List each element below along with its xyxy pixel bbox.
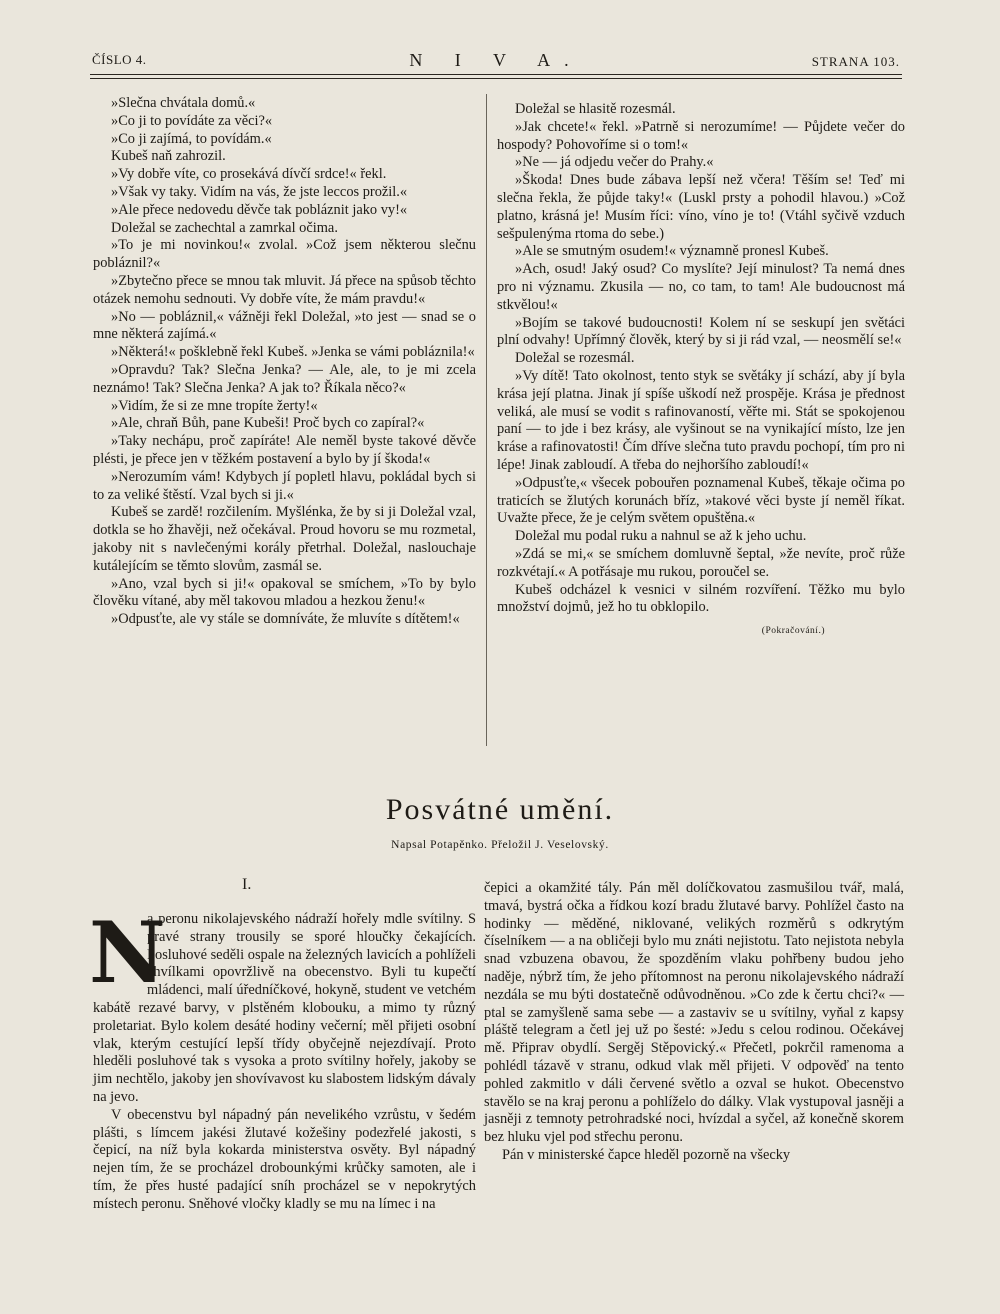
story-column-right — [497, 101, 905, 641]
paragraph: »Taky nechápu, proč zapíráte! Ale neměl byste takové děvče plésti, je přece jen v těžkém postavení a bylo by jí škoda!« — [93, 433, 476, 467]
paragraph: »Odpusťte, ale vy stále se domníváte, že mluvíte s dítětem!« — [111, 611, 460, 628]
paragraph: »Vidím, že si ze mne tropíte žerty!« — [111, 397, 318, 414]
article-column-left — [89, 903, 476, 1214]
header-rule — [90, 74, 902, 75]
page-number: STRANA 103. — [811, 54, 900, 69]
paragraph: »Co ji zajímá, to povídám.« — [111, 130, 272, 147]
article-title: Posvátné umění. — [385, 793, 615, 826]
paragraph: »Co ji to povídáte za věci?« — [111, 112, 273, 129]
drop-cap: N — [89, 903, 166, 1002]
paragraph: »Škoda! Dnes bude zábava lepší než včera! Těším se! Teď mi slečna řekla, že půjde taky!« (Luskl prsty a pohodil hlavou.) »Což platno, krásná je! Musím říci: víno, víno je to! (Vtáhl syčivě vzduch sešpulenýma rtoma do sebe.) — [497, 172, 905, 242]
header-rule-thin — [90, 78, 902, 79]
paragraph: »Nerozumím vám! Kdybych jí popletl hlavu, pokládal bych si to za veliké štěstí. Vzal bych si ji.« — [93, 468, 476, 503]
paragraph: Pán v ministerské čapce hleděl pozorně na všecky — [502, 1146, 791, 1163]
paragraph: »Opravdu? Tak? Slečna Jenka? — Ale, ale, to je mi zcela neznámo! Tak? Slečna Jenka? A jak to? Říkala něco?« — [93, 361, 476, 396]
story-column-left — [93, 95, 476, 629]
paragraph: »Ne — já odjedu večer do Prahy.« — [515, 154, 714, 171]
paragraph: Doležal mu podal ruku a nahnul se až k jeho uchu. — [515, 528, 807, 545]
paragraph: »Zbytečno přece se mnou tak mluvit. Já přece na spůsob těchto otázek nemohu sednouti. Vy dobře víte, že mám pravdu!« — [93, 272, 476, 307]
paragraph: »No — pobláznil,« vážněji řekl Doležal, »to jest — snad se o mne některá zajímá.« — [93, 308, 476, 343]
paragraph: »Však vy taky. Vidím na vás, že jste leccos prožil.« — [111, 183, 408, 200]
article-column-right — [484, 880, 904, 1165]
paragraph: Kubeš se zardě! rozčilením. Myšlénka, že by si ji Doležal vzal, dotkla se ho žhavěji, než očekával. Proud hovoru se mu rozmetal, jakoby nit s navlečenými korály přetrhal. Doležal, naslouchaje kutálejícím se těmto slovům, zasmál se. — [93, 504, 476, 574]
paragraph: Doležal se hlasitě rozesmál. — [515, 101, 676, 117]
paragraph: »Ale, chraň Bůh, pane Kubeši! Proč bych co zapíral?« — [111, 415, 425, 432]
paragraph: a peronu nikolajevského nádraží hořely mdle svítilny. S pravé strany trousily se sporé hloučky čekajících. Posluhové seděli ospale na železných lavicích a pohlíželi chvílkami opovržlivě na obecenstvo. Byli tu kupečtí mládenci, malí úředníčkové, hokyně, student ve vetchém kabátě rezavé barvy, v plstěném klobouku, a mimo ty různý proletariat. Bylo kolem desáté hodiny večerní; měl přijeti osobní vlak, kterým cestující lepší třídy obyčejně nejezdívají. Proto hleděli posluhové tak s vysoka a proto svítilny hořely, jakoby se jim nechtělo, jakoby jen shovívavost ku slabostem lidským dávaly na jevo. — [93, 911, 476, 1105]
continuation-note: (Pokračování.) — [761, 626, 825, 637]
paragraph: »Vy dítě! Tato okolnost, tento styk se světáky jí schází, aby jí byla krása její platna. Jinak jí spíše uškodí než prospěje. Krása je přednost veliká, ale musí se vodit s rafinovaností, věřte mi. Stát se spokojenou paní — to jde i bez krásy, ale vyšinout se na vynikající místo, lze jen kráse a rafinovatosti! Čím dříve slečna tuto pravdu pochopí, tím pro ni lépe! Jinak zabloudí. A třeba do nejhoršího zabloudí!« — [497, 367, 905, 473]
paragraph: čepici a okamžité tály. Pán měl dolíčkovatou zasmušilou tvář, malá, tmavá, bystrá očka a řídkou kozí bradu žlutavé barvy. Pohlížel často na hodinky — měděné, niklované, velikých rozměrů s odkrytým číselníkem — a na obličeji bylo mu znáti nejistotu. Tato nejistota nebyla snad vzbuzena obavou, že spozděním vlaku pohřbeny budou jeho naděje, nýbrž tím, že jeho přítomnost na peronu nikolajevského nádraží nezdála se mu býti dostatečně odůvodněnou. »Co zde k čertu chci?« — ptal se zamyšleně sama sebe — a zastaviv se u svítilny, vyňal z kapsy pláště telegram a četl jej už po šesté: »Jedu s celou rodinou. Očekávej mě. Připrav obydlí. Sergěj Stěpovický.« Přečetl, pokrčil ramenoma a pohlédl tázavě v stranu, odkud vlak měl přijeti. V odpověď na tento pohled zakmitlo v dáli červené světlo a ozval se hukot. Obecenstvo stavělo se na kraj peronu a pohlíželo do dálky. Vlak vystupoval jasněji a jasněji z temnoty petrohradské noci, hvízdal a syčel, až konečně skorem bez hluku vjel pod střechu peronu. — [484, 880, 904, 1146]
section-number: I. — [242, 876, 252, 893]
paragraph: »Jak chcete!« řekl. »Patrně si nerozumíme! — Půjdete večer do hospody? Pohovoříme si o tom!« — [497, 118, 905, 153]
paragraph: »Slečna chvátala domů.« — [111, 95, 256, 111]
masthead-title: N I V A. — [409, 50, 583, 70]
paragraph: Doležal se rozesmál. — [515, 350, 635, 367]
paragraph: »Vy dobře víte, co prosekává dívčí srdce!« řekl. — [111, 166, 387, 183]
paragraph: »Ale přece nedovedu děvče tak pobláznit jako vy!« — [111, 201, 408, 218]
paragraph: Kubeš naň zahrozil. — [111, 148, 226, 165]
paragraph: »Některá!« pošklebně řekl Kubeš. »Jenka se vámi pobláznila!« — [111, 344, 475, 361]
paragraph: Doležal se zachechtal a zamrkal očima. — [111, 219, 338, 236]
issue-number: ČÍSLO 4. — [92, 52, 147, 67]
column-divider — [486, 94, 487, 746]
paragraph: »Ach, osud! Jaký osud? Co myslíte? Její minulost? Ta nemá dnes pro ni významu. Zkusila — no, co tam, to tam! Ale budoucnost má stkvělou!« — [497, 261, 905, 313]
paragraph: »To je mi novinkou!« zvolal. »Což jsem některou slečnu pobláznil?« — [93, 237, 476, 272]
paragraph: »Bojím se takové budoucnosti! Kolem ní se seskupí jen světáci plní odvahy! Upřímný člověk, který by si ji rád vzal, — neosmělí se!« — [497, 314, 905, 349]
article-byline: Napsal Potapěnko. Přeložil J. Veselovský. — [391, 839, 609, 851]
paragraph: »Ano, vzal bych si ji!« opakoval se smíchem, »To by bylo člověku vítané, aby měl takovou mladou a hezkou ženu!« — [93, 575, 476, 610]
running-head — [92, 50, 900, 72]
paragraph: »Ale se smutným osudem!« významně pronesl Kubeš. — [515, 243, 829, 260]
paragraph: V obecenstvu byl nápadný pán nevelikého vzrůstu, v šedém plášti, s límcem jakési žlutavé kožešiny podezřelé jakosti, s čepicí, na níž byla kokarda ministerstva osvěty. Byl nápadný nejen tím, že se procházel drobounkými krůčky samoten, ale i tím, že přes husté padající sníh procházel se v nepokrytých místech peronu. Sněhové vločky kladly se mu na límec i na — [93, 1106, 476, 1212]
paragraph: Kubeš odcházel k vesnici v silném rozvíření. Těžko mu bylo množství dojmů, jež ho tu obklopilo. — [497, 581, 905, 616]
paragraph: »Odpusťte,« všecek pobouřen poznamenal Kubeš, těkaje očima po traticích se žlutých korunách bříz, »takové věci byste jí neměl říkat. Uvažte přece, že je celým světem opuštěna.« — [497, 474, 905, 527]
paragraph: »Zdá se mi,« se smíchem domluvně šeptal, »že nevíte, proč růže rozkvétají.« A potřásaje mu rukou, poroučel se. — [497, 545, 905, 580]
